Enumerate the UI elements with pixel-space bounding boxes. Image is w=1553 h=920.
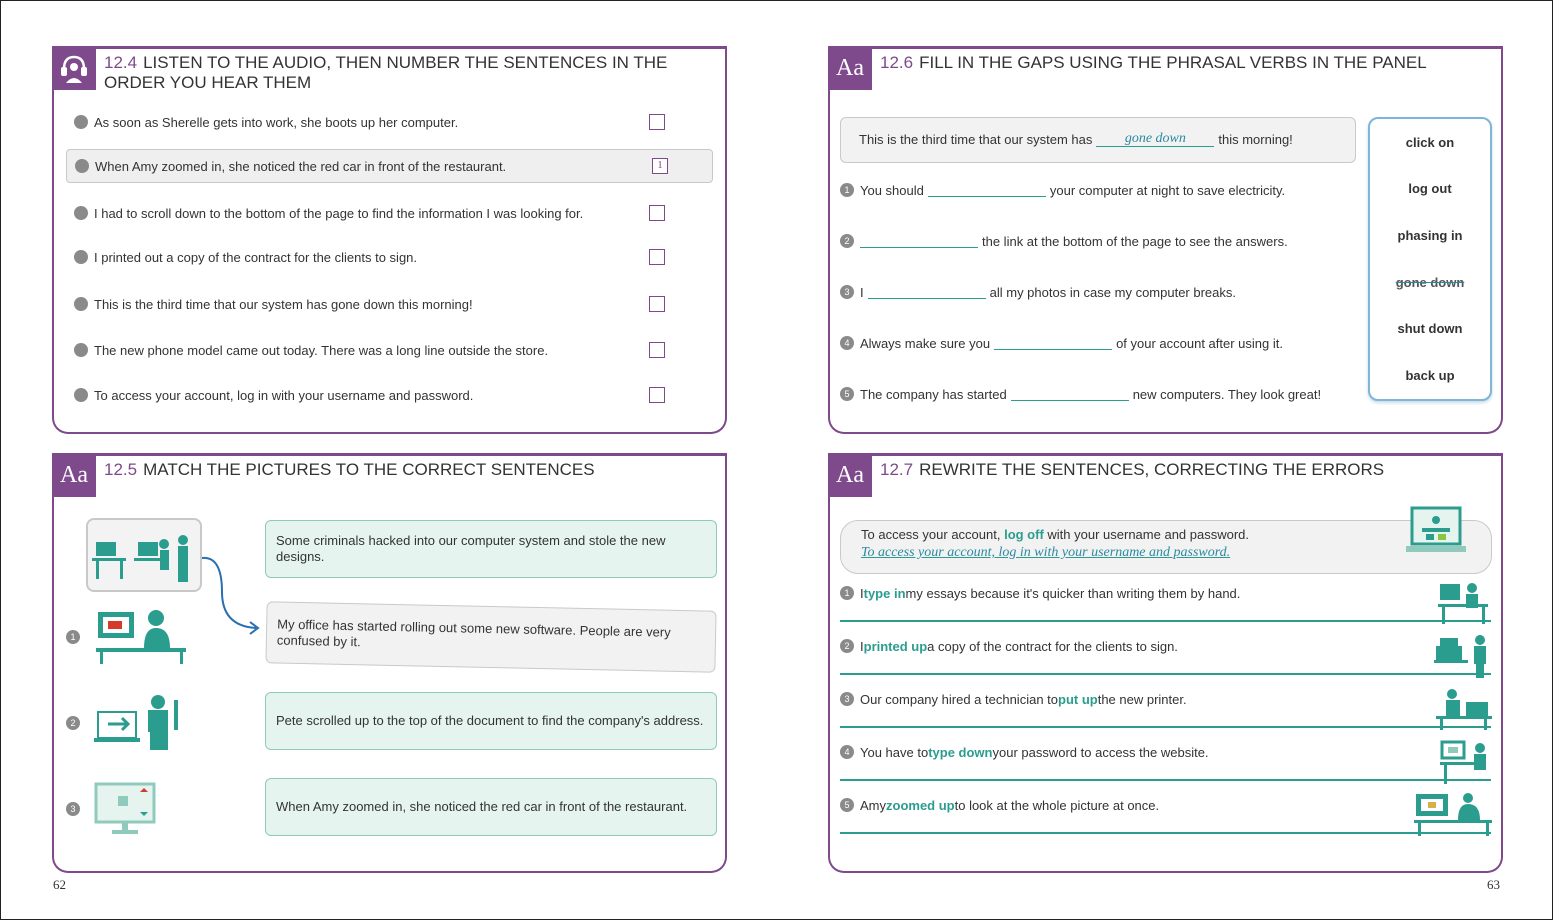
list-item: [74, 196, 705, 230]
item-number: 1: [840, 183, 854, 197]
exercise-instruction: LISTEN TO THE AUDIO, THEN NUMBER THE SENTENCES IN THE ORDER YOU HEAR THEM: [104, 53, 668, 92]
exercise-number: 12.4: [104, 53, 138, 72]
gap-after: all my photos in case my computer breaks.: [989, 284, 1237, 300]
error-phrase: put up: [1058, 691, 1098, 707]
sentence-pre: I: [860, 638, 864, 654]
sentence-pre: I: [860, 585, 864, 601]
printer-person-icon: [1434, 634, 1492, 678]
item-number: 1: [840, 586, 854, 600]
item-number: 3: [840, 692, 854, 706]
gap-after: of your account after using it.: [1116, 335, 1283, 351]
gap-input[interactable]: [868, 285, 986, 299]
exercise-12-6-panel: [828, 46, 1503, 434]
picture-2: [94, 692, 190, 757]
example-post: with your username and password.: [1043, 527, 1250, 542]
list-item: [74, 105, 705, 139]
exercise-title: [880, 53, 1481, 73]
exercise-title: [104, 53, 705, 93]
sentence-text: When Amy zoomed in, she noticed the red car in front of the restaurant.: [95, 158, 507, 174]
sentence-text: I printed out a copy of the contract for the clients to sign.: [94, 249, 418, 265]
item-number: 5: [840, 798, 854, 812]
example-pre: To access your account,: [861, 527, 1005, 542]
order-checkbox[interactable]: [649, 249, 665, 265]
sentence-pre: You have to: [860, 744, 929, 760]
gap-after: your computer at night to save electricity.: [1049, 182, 1286, 198]
phrasal-verb-panel: [1368, 117, 1492, 401]
match-sentence[interactable]: [265, 520, 717, 578]
item-number: 2: [840, 234, 854, 248]
exercise-number: 12.6: [880, 53, 914, 72]
list-item: [74, 240, 705, 274]
rewrite-item: [840, 682, 1491, 728]
error-phrase: printed up: [863, 638, 928, 654]
gap-before: The company has started: [860, 386, 1007, 402]
exercise-instruction: MATCH THE PICTURES TO THE CORRECT SENTENCES: [143, 460, 595, 479]
rewrite-item: [840, 735, 1491, 781]
item-number: 3: [66, 802, 80, 816]
list-item-example: [66, 149, 713, 183]
sentence-text: To access your account, log in with your username and password.: [94, 387, 474, 403]
item-number: 3: [840, 285, 854, 299]
order-checkbox[interactable]: [649, 296, 665, 312]
exercise-instruction: REWRITE THE SENTENCES, CORRECTING THE ERRORS: [919, 460, 1385, 479]
sentence-post: my essays because it's quicker than writing them by hand.: [905, 585, 1241, 601]
vocabulary-badge: Aa: [52, 453, 96, 497]
example-correction: To access your account, log in with your username and password.: [861, 545, 1231, 560]
list-item: [74, 333, 705, 367]
item-number: 4: [840, 336, 854, 350]
sentence-post: the new printer.: [1097, 691, 1187, 707]
sentence-text: Pete scrolled up to the top of the document to find the company's address.: [276, 713, 704, 728]
sentence-text: As soon as Sherelle gets into work, she boots up her computer.: [94, 114, 459, 130]
sentence-text: The new phone model came out today. There was a long line outside the store.: [94, 342, 549, 358]
gap-after: the link at the bottom of the page to see the answers.: [982, 233, 1288, 249]
example-before: This is the third time that our system has: [859, 132, 1093, 147]
sentence-text: I had to scroll down to the bottom of the page to find the information I was looking for.: [94, 205, 584, 221]
rewrite-item: [840, 788, 1491, 834]
example-incorrect: [861, 527, 1471, 543]
gap-input[interactable]: [994, 336, 1112, 350]
match-arrow: [200, 552, 264, 636]
listening-badge: [52, 46, 96, 90]
item-number: 5: [840, 387, 854, 401]
gap-input[interactable]: [860, 234, 978, 248]
exercise-title: [880, 460, 1481, 480]
exercise-number: 12.7: [880, 460, 914, 479]
error-phrase: type down: [928, 744, 993, 760]
item-number: 2: [840, 639, 854, 653]
bullet-dot: [74, 388, 88, 402]
zoom-monitor-illustration: [94, 782, 158, 838]
sentence-text: When Amy zoomed in, she noticed the red car in front of the restaurant.: [276, 799, 688, 814]
match-sentence[interactable]: [265, 778, 717, 836]
picture-3: [94, 782, 158, 843]
panel-word: log out: [1408, 181, 1452, 197]
order-checkbox[interactable]: [649, 342, 665, 358]
bullet-dot: [74, 343, 88, 357]
man-scrolling-illustration: [94, 692, 190, 752]
sentence-post: to look at the whole picture at once.: [954, 797, 1160, 813]
office-workers-illustration: [88, 520, 200, 590]
match-sentence-example: [265, 601, 716, 672]
error-phrase: zoomed up: [886, 797, 955, 813]
bullet-dot: [75, 159, 89, 173]
panel-word: shut down: [1397, 321, 1463, 337]
error-phrase: log off: [1004, 527, 1044, 542]
example-answer: gone down: [1096, 133, 1214, 147]
page-number-right: 63: [1487, 877, 1500, 892]
sentence-text: This is the third time that our system has gone down this morning!: [94, 296, 473, 312]
woman-at-computer-illustration: [94, 608, 190, 664]
item-number: 4: [840, 745, 854, 759]
technician-icon: [1436, 688, 1492, 730]
picture-1: [94, 608, 190, 669]
zoom-person-icon: [1414, 792, 1494, 836]
typing-person-icon: [1438, 580, 1490, 624]
example-after: this morning!: [1218, 132, 1293, 147]
vocabulary-badge: Aa: [828, 453, 872, 497]
example-picture: [1406, 506, 1466, 569]
gap-item: [840, 377, 1351, 411]
gap-item: [840, 224, 1351, 258]
exercise-number: 12.5: [104, 460, 138, 479]
gap-item: [840, 326, 1351, 360]
item-number: 2: [66, 716, 80, 730]
panel-word: phasing in: [1397, 228, 1463, 244]
sentence-text: Some criminals hacked into our computer system and stole the new designs.: [276, 533, 666, 564]
order-checkbox[interactable]: [649, 387, 665, 403]
example-sentence: [840, 520, 1492, 574]
gap-before: Always make sure you: [860, 335, 991, 351]
sentence-post: your password to access the website.: [992, 744, 1209, 760]
sentence-post: a copy of the contract for the clients to sign.: [927, 638, 1178, 654]
panel-word-used: gone down: [1395, 274, 1465, 290]
order-checkbox[interactable]: [649, 114, 665, 130]
headphones-icon: [57, 51, 91, 85]
bullet-dot: [74, 206, 88, 220]
example-picture: [86, 518, 202, 592]
list-item: [74, 287, 705, 321]
exercise-title: [104, 460, 705, 480]
gap-before: You should: [860, 182, 924, 198]
password-entry-icon: [1440, 740, 1492, 784]
panel-word: click on: [1405, 134, 1455, 150]
example-sentence: [840, 117, 1356, 163]
gap-after: new computers. They look great!: [1132, 386, 1322, 402]
item-number: 1: [66, 630, 80, 644]
bullet-dot: [74, 297, 88, 311]
rewrite-item: [840, 576, 1491, 622]
bullet-dot: [74, 250, 88, 264]
order-checkbox[interactable]: [649, 205, 665, 221]
list-item: [74, 378, 705, 412]
sentence-pre: Our company hired a technician to: [860, 691, 1058, 707]
gap-before: I: [860, 284, 864, 300]
error-phrase: type in: [863, 585, 906, 601]
sentence-pre: Amy: [860, 797, 886, 813]
exercise-12-5-panel: [52, 453, 727, 873]
gap-item: [840, 173, 1351, 207]
vocabulary-badge: Aa: [828, 46, 872, 90]
page-number-left: 62: [53, 877, 66, 892]
order-checkbox[interactable]: 1: [652, 158, 668, 174]
exercise-instruction: FILL IN THE GAPS USING THE PHRASAL VERBS IN THE PANEL: [919, 53, 1427, 72]
rewrite-item: [840, 629, 1491, 675]
gap-input[interactable]: [1011, 387, 1129, 401]
match-sentence[interactable]: [265, 692, 717, 750]
exercise-12-4-panel: [52, 46, 727, 434]
panel-word: back up: [1405, 368, 1455, 384]
laptop-login-illustration: [1406, 506, 1466, 564]
gap-input[interactable]: [928, 183, 1046, 197]
bullet-dot: [74, 115, 88, 129]
exercise-12-7-panel: [828, 453, 1503, 873]
sentence-text: My office has started rolling out some new software. People are very confused by it.: [276, 616, 671, 650]
gap-item: [840, 275, 1351, 309]
